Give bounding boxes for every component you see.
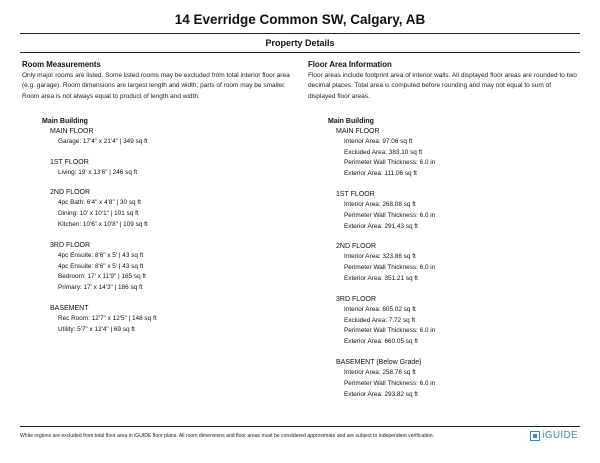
room-floor-heading: 3RD FLOOR bbox=[50, 241, 91, 249]
area-list-item: Interior Area: 323.86 sq ft bbox=[344, 253, 416, 261]
footer-divider bbox=[20, 426, 580, 427]
room-floor-heading: BASEMENT bbox=[50, 305, 89, 313]
area-list-item: Perimeter Wall Thickness: 6.0 in bbox=[344, 264, 436, 272]
floor-area-section bbox=[308, 59, 578, 400]
area-list-item: Interior Area: 268.08 sq ft bbox=[344, 201, 416, 209]
area-list-item: Perimeter Wall Thickness: 6.0 in bbox=[344, 211, 436, 219]
page-title: 14 Everridge Common SW, Calgary, AB bbox=[174, 12, 426, 27]
room-list-item: 4pc Ensuite: 8'6" x 5' | 43 sq ft bbox=[58, 262, 144, 270]
room-building-label: Main Building bbox=[42, 117, 88, 125]
subtitle-divider bbox=[20, 52, 580, 53]
page-subtitle: Property Details bbox=[265, 38, 335, 48]
room-list-item: Dining: 10' x 10'1" | 101 sq ft bbox=[58, 210, 139, 218]
area-floor-heading: 2ND FLOOR bbox=[336, 243, 377, 251]
room-measurements-section bbox=[22, 59, 292, 336]
room-floor-heading: 2ND FLOOR bbox=[50, 189, 91, 197]
room-floor-heading: MAIN FLOOR bbox=[50, 127, 94, 135]
area-list-item: Perimeter Wall Thickness: 6.0 in bbox=[344, 327, 436, 335]
area-floor-heading: BASEMENT (Below Grade) bbox=[336, 359, 422, 367]
iguide-logo-text: iGUIDE bbox=[542, 430, 578, 441]
room-list-item: Bedroom: 17' x 11'9" | 165 sq ft bbox=[58, 273, 146, 281]
room-measurements-description: Only major rooms are listed. Some listed rooms may be excluded from total interior floor area (e.g. garage). Room dimensions are largest length and width; parts of room may be smaller. Room area is not always equal to product of length and width. bbox=[22, 72, 290, 100]
footer-note: White regions are excluded from total floor area in iGUIDE floor plans. All room dimensions and floor areas must be considered approximate and are subject to independent verification. bbox=[20, 433, 434, 439]
area-floor-heading: 3RD FLOOR bbox=[336, 295, 377, 303]
area-list-item: Excluded Area: 383.10 sq ft bbox=[344, 148, 423, 156]
area-list-item: Interior Area: 97.06 sq ft bbox=[344, 137, 413, 145]
floor-area-heading: Floor Area Information bbox=[308, 60, 392, 69]
area-list-item: Exterior Area: 111.06 sq ft bbox=[344, 170, 417, 178]
area-list-item: Interior Area: 258.76 sq ft bbox=[344, 369, 416, 377]
room-measurements-heading: Room Measurements bbox=[22, 60, 101, 69]
room-list-item: Kitchen: 10'6" x 10'8" | 109 sq ft bbox=[58, 221, 148, 229]
floor-area-description: Floor areas include footprint area of interior walls. All displayed floor areas are rounded to two decimal places. Total area is computed before rounding and may not equal to sum of displayed floor areas. bbox=[308, 72, 577, 100]
room-list-item: 4pc Bath: 6'4" x 4'8" | 30 sq ft bbox=[58, 199, 141, 207]
title-divider bbox=[20, 33, 580, 34]
area-floor-list bbox=[308, 127, 578, 401]
area-list-item: Exterior Area: 660.05 sq ft bbox=[344, 338, 418, 346]
iguide-logo-icon bbox=[530, 431, 540, 441]
area-list-item: Interior Area: 605.02 sq ft bbox=[344, 305, 416, 313]
iguide-logo bbox=[530, 430, 578, 441]
area-list-item: Perimeter Wall Thickness: 6.0 in bbox=[344, 159, 436, 167]
area-floor-heading: 1ST FLOOR bbox=[336, 191, 375, 199]
room-floor-heading: 1ST FLOOR bbox=[50, 158, 89, 166]
area-floor-heading: MAIN FLOOR bbox=[336, 127, 380, 135]
area-list-item: Exterior Area: 351.21 sq ft bbox=[344, 275, 418, 283]
room-list-item: Living: 19' x 13'6" | 246 sq ft bbox=[58, 168, 138, 176]
room-list-item: Utility: 5'7" x 12'4" | 69 sq ft bbox=[58, 325, 135, 333]
room-floor-list bbox=[22, 127, 292, 336]
room-list-item: 4pc Ensuite: 8'6" x 5' | 43 sq ft bbox=[58, 251, 144, 259]
area-list-item: Excluded Area: 7.72 sq ft bbox=[344, 316, 416, 324]
room-list-item: Rec Room: 12'7" x 12'5" | 148 sq ft bbox=[58, 315, 157, 323]
room-list-item: Garage: 17'4" x 21'4" | 349 sq ft bbox=[58, 137, 148, 145]
area-list-item: Exterior Area: 291.43 sq ft bbox=[344, 222, 418, 230]
area-building-label: Main Building bbox=[328, 117, 374, 125]
area-list-item: Exterior Area: 293.82 sq ft bbox=[344, 390, 418, 398]
room-list-item: Primary: 17' x 14'3" | 186 sq ft bbox=[58, 284, 143, 292]
area-list-item: Perimeter Wall Thickness: 6.0 in bbox=[344, 379, 436, 387]
